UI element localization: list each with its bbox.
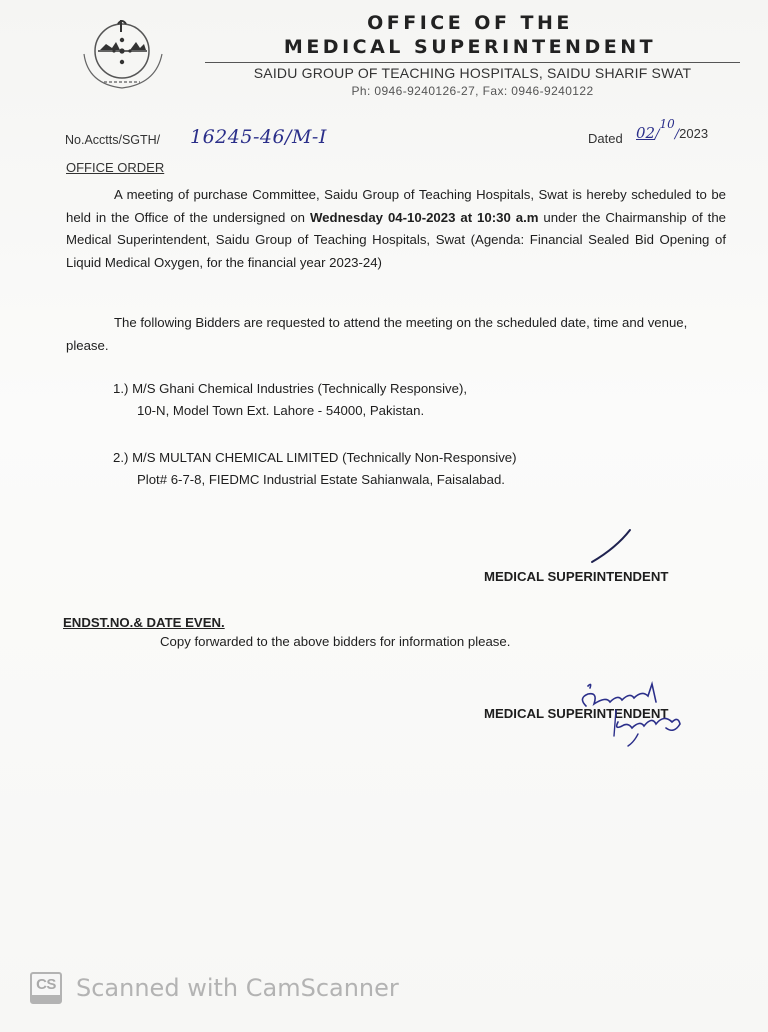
meeting-paragraph: [66, 184, 726, 274]
bidder-item: [113, 447, 517, 491]
endorsement-title: ENDST.NO.& DATE EVEN.: [63, 615, 225, 630]
date-day: 02: [636, 124, 656, 142]
bidder-name: M/S Ghani Chemical Industries (Technically Responsive),: [132, 381, 468, 396]
bidder-item: [113, 378, 467, 422]
header-contact: Ph: 0946-9240126-27, Fax: 0946-9240122: [351, 84, 594, 98]
header-office-line: OFFICE OF THE: [367, 12, 573, 34]
bidders-request-paragraph: [66, 312, 726, 357]
bidder-number: 2.): [113, 450, 129, 465]
signatory-title-endorsement: MEDICAL SUPERINTENDENT: [484, 706, 669, 721]
handwritten-signature-icon: [548, 676, 698, 756]
office-order-title: OFFICE ORDER: [66, 160, 165, 175]
reference-label: No.Acctts/SGTH/: [65, 133, 161, 147]
signature-mark-icon: [588, 526, 634, 566]
bidder-name: M/S MULTAN CHEMICAL LIMITED (Technically Non-Responsive): [132, 450, 517, 465]
header-divider: [205, 62, 740, 63]
header-institution: SAIDU GROUP OF TEACHING HOSPITALS, SAIDU SHARIF SWAT: [253, 65, 692, 81]
date-label: Dated: [588, 131, 623, 146]
date-month: 10: [659, 117, 675, 131]
bidder-address: 10-N, Model Town Ext. Lahore - 54000, Pakistan.: [137, 403, 425, 418]
bidder-number: 1.): [113, 381, 129, 396]
bidder-address: Plot# 6-7-8, FIEDMC Industrial Estate Sahianwala, Faisalabad.: [137, 472, 505, 487]
bidders-request-text: The following Bidders are requested to attend the meeting on the scheduled date, time and venue, please.: [66, 315, 688, 353]
reference-number-handwritten: 16245-46/M-I: [190, 126, 327, 148]
camscanner-logo-text: CS: [36, 976, 56, 993]
camscanner-watermark: [30, 970, 399, 1006]
hospital-seal-logo-icon: [74, 6, 174, 96]
header-title: MEDICAL SUPERINTENDENT: [283, 36, 657, 58]
camscanner-label: Scanned with CamScanner: [76, 974, 399, 1002]
camscanner-logo-icon: [30, 972, 62, 1004]
endorsement-text: Copy forwarded to the above bidders for information please.: [160, 634, 511, 649]
date-year: 2023: [679, 126, 709, 141]
meeting-text-part1: A meeting of purchase Committee, Saidu Group of Teaching Hospitals, Swat is hereby scheduled to be held in the Office of the undersigned on: [66, 187, 726, 225]
date-value: 02/10/2023: [636, 117, 709, 142]
meeting-datetime: Wednesday 04-10-2023 at 10:30 a.m: [309, 209, 539, 225]
meeting-text-part2: under the Chairmanship of the Medical Superintendent, Saidu Group of Teaching Hospitals, Swat (Agenda: Financial Sealed Bid Opening of Liquid Medical Oxygen, for the financial year 2023-24): [66, 209, 726, 270]
signatory-title: MEDICAL SUPERINTENDENT: [484, 569, 669, 584]
